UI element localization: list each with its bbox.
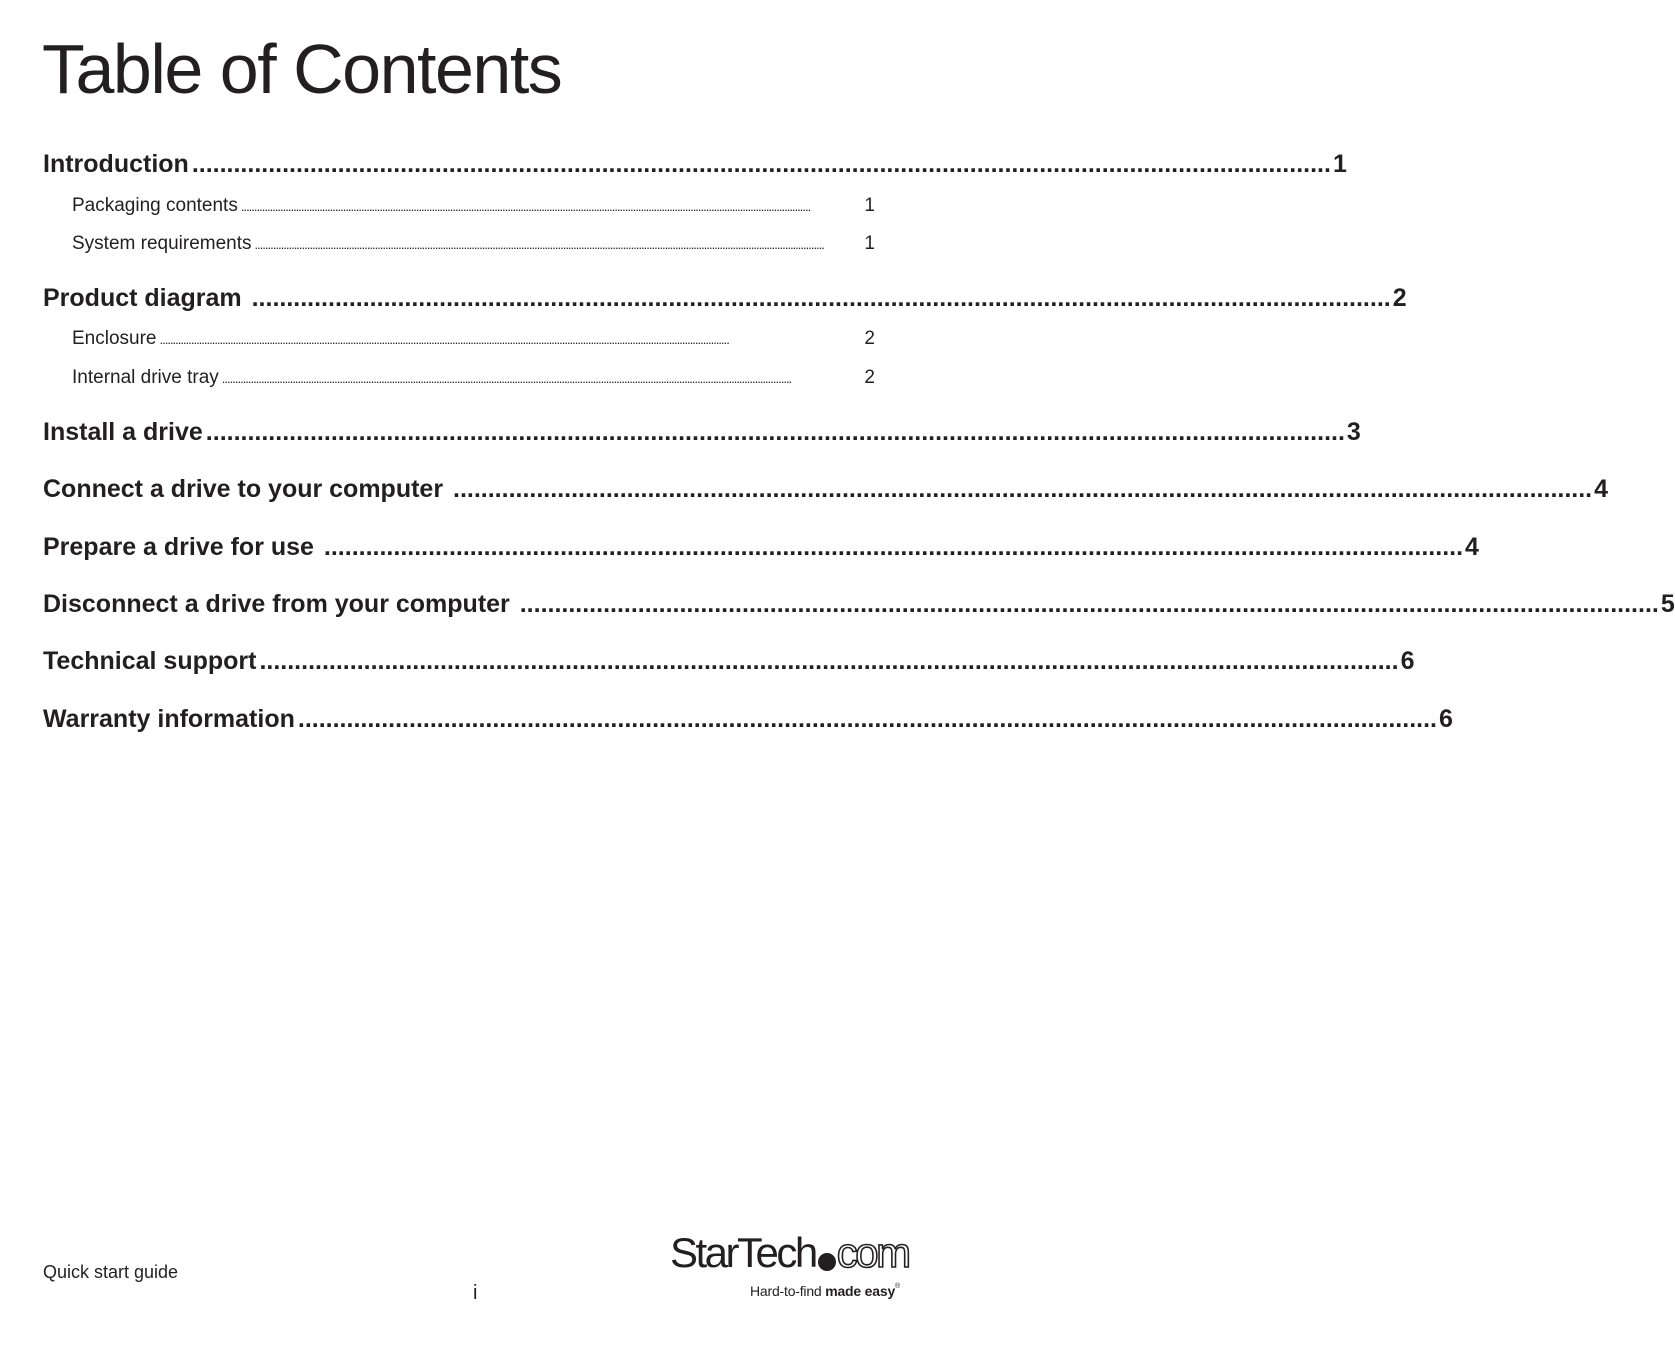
- toc-entry-page: 2: [1392, 284, 1407, 312]
- page-number: i: [473, 1282, 478, 1304]
- toc-entry-enclosure[interactable]: [72, 328, 875, 350]
- toc-leader-dots: ..........................................................................................................................................................................................................................: [221, 371, 792, 386]
- toc-leader-dots: ....................................................................................................................................................................: [205, 418, 1345, 446]
- toc-entry-page: 2: [864, 367, 875, 388]
- toc-leader-dots: ....................................................................................................................................................................: [244, 284, 1391, 312]
- toc-entry-page: 3: [1346, 418, 1361, 446]
- toc-entry-page: 6: [1400, 647, 1415, 675]
- toc-entry-technical-support[interactable]: [43, 647, 1415, 676]
- toc-entry-label: Packaging contents: [72, 195, 238, 216]
- toc-leader-dots: ..........................................................................................................................................................................................................................: [254, 237, 824, 252]
- logo-brand-right: com: [836, 1229, 909, 1276]
- toc-entry-label: Prepare a drive for use: [43, 533, 314, 561]
- toc-entry-system-requirements[interactable]: [72, 233, 875, 255]
- toc-entry-page: 2: [864, 328, 875, 349]
- toc-entry-label: Technical support: [43, 647, 257, 675]
- startech-logo: [670, 1229, 910, 1302]
- toc-leader-dots: ..........................................................................................................................................................................................................................: [240, 199, 811, 214]
- toc-entry-page: 4: [1594, 475, 1609, 503]
- toc-leader-dots: ....................................................................................................................................................................: [446, 475, 1593, 503]
- registered-mark: ®: [895, 1283, 900, 1290]
- toc-entry-label: System requirements: [72, 233, 252, 254]
- logo-brand-left: StarTech: [670, 1229, 816, 1276]
- toc-entry-packaging-contents[interactable]: [72, 195, 875, 217]
- toc-entry-page: 4: [1465, 533, 1479, 561]
- toc-entry-page: 5: [1660, 590, 1675, 618]
- toc-leader-dots: ..........................................................................................................................................................................................................................: [159, 332, 729, 347]
- toc-leader-dots: ....................................................................................................................................................................: [297, 705, 1437, 733]
- toc-leader-dots: ....................................................................................................................................................................: [259, 647, 1399, 675]
- toc-entry-page: 1: [864, 195, 875, 216]
- toc-entry-install-a-drive[interactable]: [43, 418, 1361, 447]
- toc-entry-page: 1: [864, 233, 875, 254]
- toc-entry-label: Enclosure: [72, 328, 157, 349]
- toc-entry-label: Internal drive tray: [72, 367, 219, 388]
- logo-tagline-regular: Hard-to-find: [750, 1283, 826, 1299]
- toc-leader-dots: ....................................................................................................................................................................: [316, 533, 1464, 561]
- toc-entry-connect-a-drive[interactable]: [43, 475, 1609, 504]
- logo-wordmark: [670, 1229, 909, 1276]
- toc-entry-introduction[interactable]: [43, 150, 1347, 179]
- logo-tagline: [750, 1283, 900, 1299]
- toc-entry-label: Connect a drive to your computer: [43, 475, 444, 503]
- toc-entry-label: Warranty information: [43, 705, 295, 733]
- toc-entry-label: Disconnect a drive from your computer: [43, 590, 510, 618]
- toc-entry-prepare-a-drive[interactable]: [43, 533, 1479, 562]
- page-title: Table of Contents: [42, 30, 562, 108]
- toc-leader-dots: ....................................................................................................................................................................: [512, 590, 1659, 618]
- toc-entry-label: Introduction: [43, 150, 189, 178]
- logo-dot-icon: [818, 1253, 836, 1271]
- toc-entry-product-diagram[interactable]: [43, 284, 1407, 313]
- toc-entry-label: Install a drive: [43, 418, 203, 446]
- toc-entry-disconnect-a-drive[interactable]: [43, 590, 1675, 619]
- footer-doc-type: Quick start guide: [43, 1262, 179, 1282]
- toc-entry-page: 6: [1439, 705, 1453, 733]
- logo-tagline-bold: made easy: [825, 1283, 896, 1299]
- toc-entry-internal-drive-tray[interactable]: [72, 367, 875, 389]
- toc-entry-warranty-information[interactable]: [43, 705, 1453, 734]
- toc-entry-page: 1: [1332, 150, 1347, 178]
- toc-entry-label: Product diagram: [43, 284, 242, 312]
- toc-leader-dots: ....................................................................................................................................................................: [191, 150, 1331, 178]
